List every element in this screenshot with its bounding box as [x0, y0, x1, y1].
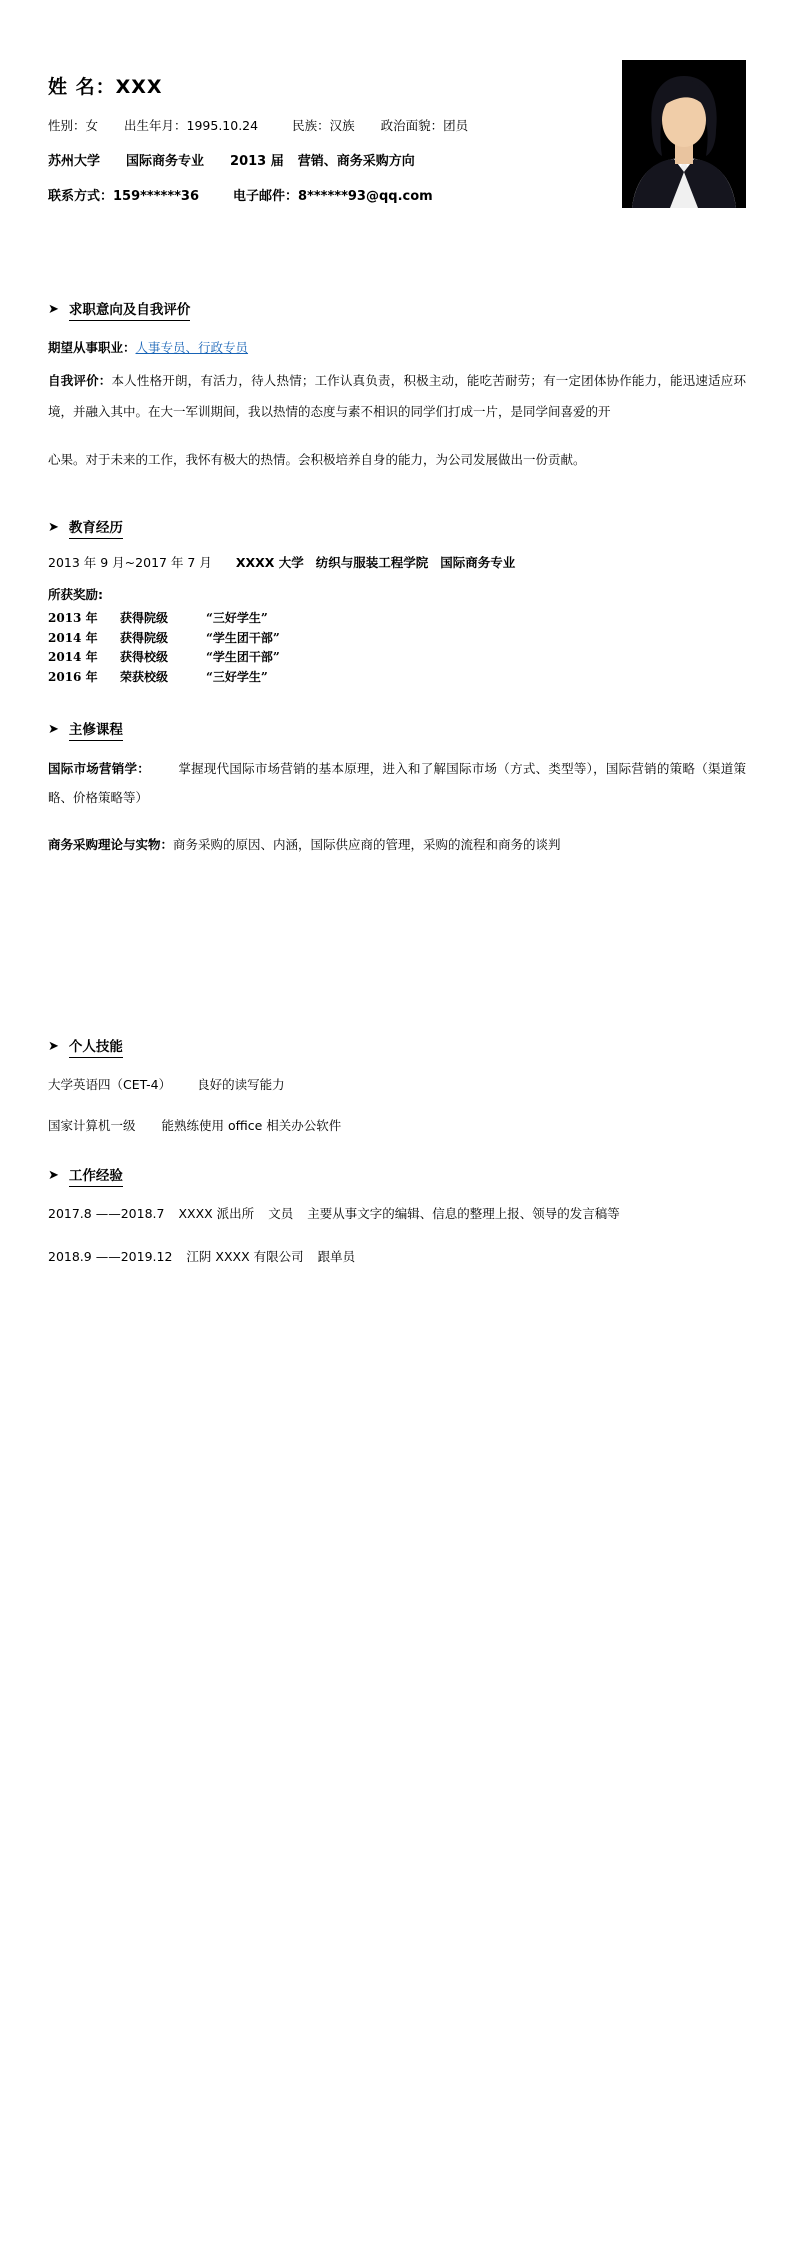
section-title-courses: 主修课程	[69, 718, 123, 741]
expected-position-row	[48, 335, 746, 360]
political-status-value: 政治面貌：团员	[380, 118, 469, 133]
education-school: XXXX 大学	[235, 554, 304, 570]
page-title: 姓 名：XXX	[48, 76, 163, 98]
course-description: 掌握现代国际市场营销的基本原理，进入和了解国际市场（方式、类型等），国际营销的策略（渠道策略、价格策略等）	[48, 761, 746, 805]
experience-period: 2018.9 ——2019.12	[48, 1249, 173, 1265]
award-level: 获得校级	[120, 650, 169, 665]
experience-org: XXXX 派出所	[178, 1206, 255, 1222]
education-college: 纺织与服装工程学院	[315, 554, 429, 570]
award-level: 获得院级	[120, 610, 169, 625]
arrow-right-icon: ➤	[48, 519, 59, 535]
award-year: 2014 年	[48, 630, 98, 645]
award-name: “学生团干部”	[206, 650, 280, 665]
course-label: 国际市场营销学：	[48, 761, 151, 777]
skill-item	[48, 1113, 746, 1138]
birthdate-value: 出生年月：1995.10.24	[124, 118, 259, 133]
graduation-class-value: 2013 届	[230, 153, 284, 169]
arrow-right-icon: ➤	[48, 1168, 59, 1184]
award-year: 2014 年	[48, 650, 98, 665]
career-direction-value: 营销、商务采购方向	[297, 153, 415, 169]
experience-item	[48, 1201, 746, 1226]
course-label: 商务采购理论与实物：	[48, 836, 174, 852]
self-evaluation-label: 自我评价：	[48, 373, 112, 388]
section-heading-courses	[48, 718, 746, 741]
list-item	[48, 629, 746, 649]
skill-detail: 能熟练使用 office 相关办公软件	[161, 1118, 342, 1134]
self-evaluation-text-2: 心果。对于未来的工作，我怀有极大的热情。会积极培养自身的能力，为公司发展做出一份贡献。	[48, 452, 586, 468]
list-item	[48, 609, 746, 629]
skill-name: 国家计算机一级	[48, 1118, 136, 1134]
section-heading-skills	[48, 1035, 746, 1058]
section-title-experience: 工作经验	[69, 1164, 123, 1187]
experience-desc: 主要从事文字的编辑、信息的整理上报、领导的发言稿等	[307, 1206, 620, 1222]
award-name: “学生团干部”	[206, 630, 280, 645]
course-item	[48, 755, 746, 813]
award-year: 2016 年	[48, 670, 98, 685]
expected-position-values: 人事专员、行政专员	[135, 340, 249, 355]
education-period: 2013 年 9 月~2017 年 7 月	[48, 554, 212, 570]
section-title-skills: 个人技能	[69, 1035, 123, 1058]
ethnicity-value: 民族：汉族	[292, 118, 355, 133]
section-title-education: 教育经历	[69, 516, 123, 539]
award-year: 2013 年	[48, 610, 98, 625]
award-level: 获得院级	[120, 630, 169, 645]
self-evaluation-text-1: 本人性格开朗，有活力，待人热情；工作认真负责，积极主动，能吃苦耐劳；有一定团体协作能力，能迅速适应环境，并融入其中。在大一军训期间，我以热情的态度与素不相识的同学们打成一片，是同学间喜爱的开	[48, 373, 746, 419]
resume-header	[48, 0, 746, 272]
course-item	[48, 831, 746, 860]
experience-period: 2017.8 ——2018.7	[48, 1206, 165, 1222]
awards-list	[48, 609, 746, 688]
award-name: “三好学生”	[206, 670, 268, 685]
skill-name: 大学英语四（CET-4）	[48, 1077, 172, 1093]
gender-value: 性别：女	[48, 118, 99, 133]
list-item	[48, 648, 746, 668]
expected-position-label: 期望从事职业：	[48, 340, 136, 355]
education-entry	[48, 553, 746, 571]
award-name: “三好学生”	[206, 610, 268, 625]
blank-spacer	[48, 859, 746, 1009]
education-major: 国际商务专业	[440, 554, 516, 570]
list-item	[48, 668, 746, 688]
experience-role: 文员	[268, 1206, 294, 1222]
phone-value: 联系方式：159******36	[48, 189, 200, 205]
profile-photo	[622, 60, 746, 208]
awards-label: 所获奖励:	[48, 586, 103, 602]
skill-detail: 良好的读写能力	[197, 1077, 285, 1093]
skill-item	[48, 1072, 746, 1097]
arrow-right-icon: ➤	[48, 722, 59, 738]
experience-role: 跟单员	[317, 1249, 356, 1265]
section-heading-education	[48, 516, 746, 539]
experience-org: 江阴 XXXX 有限公司	[186, 1249, 304, 1265]
self-evaluation-paragraph	[48, 366, 746, 427]
major-value: 国际商务专业	[126, 153, 205, 169]
arrow-right-icon: ➤	[48, 1039, 59, 1055]
experience-item	[48, 1244, 746, 1269]
section-title-objective: 求职意向及自我评价	[69, 298, 191, 321]
course-description: 商务采购的原因、内涵，国际供应商的管理，采购的流程和商务的谈判	[173, 836, 561, 852]
self-evaluation-paragraph-2	[48, 445, 746, 476]
section-heading-objective	[48, 298, 746, 321]
section-heading-experience	[48, 1164, 746, 1187]
email-value: 电子邮件：8******93@qq.com	[233, 189, 433, 205]
university-value: 苏州大学	[48, 153, 101, 169]
arrow-right-icon: ➤	[48, 302, 59, 317]
award-level: 荣获校级	[120, 670, 169, 685]
